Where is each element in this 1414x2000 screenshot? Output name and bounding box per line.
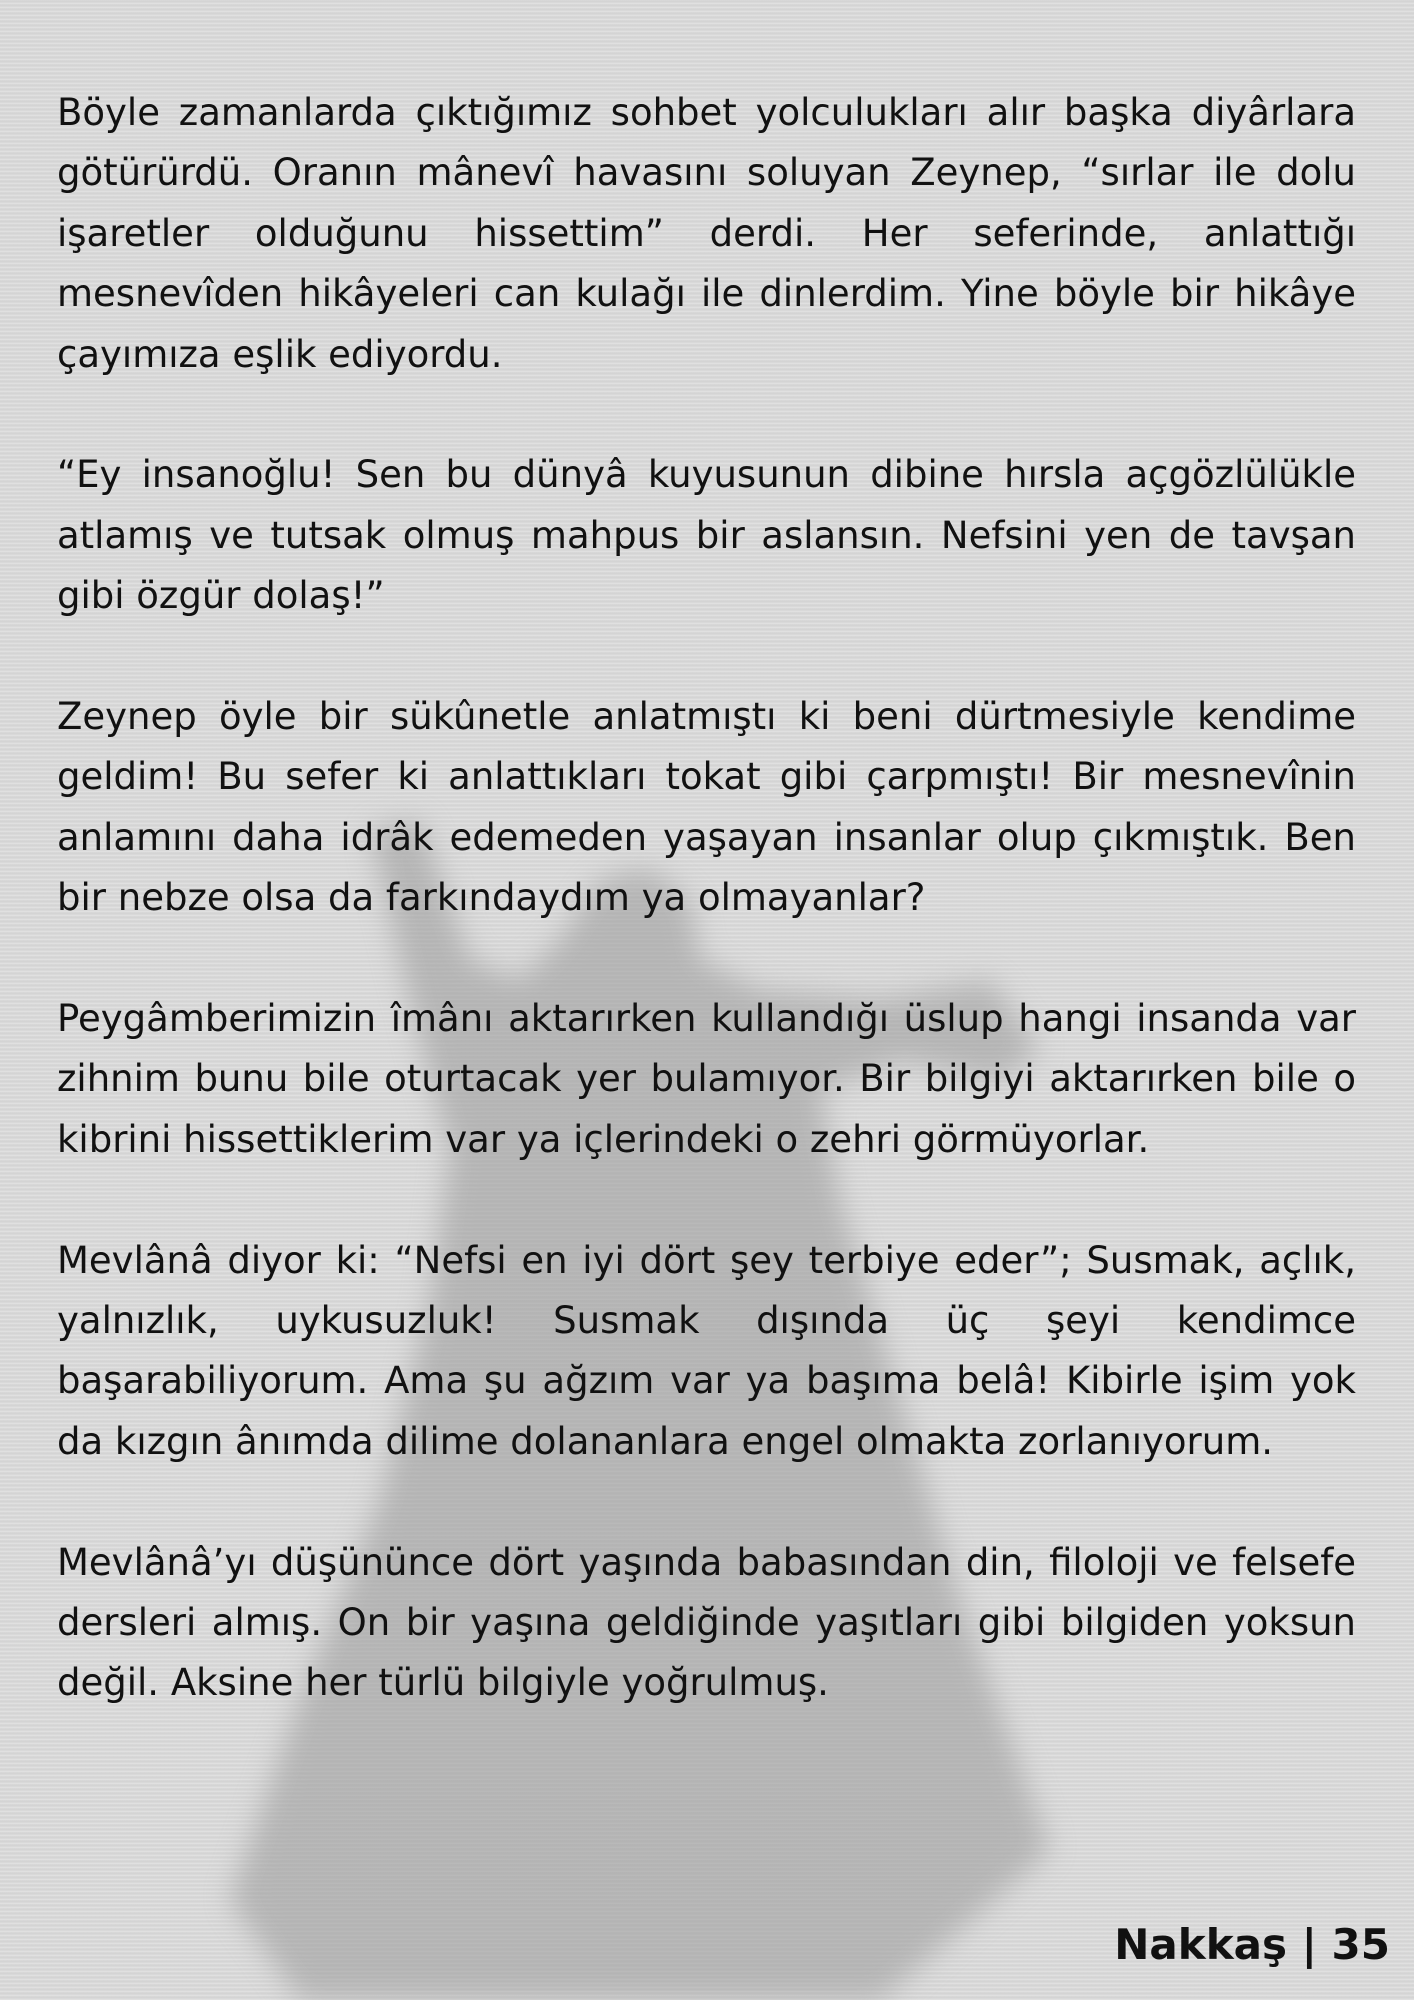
paragraph: Peygâmberimizin îmânı aktarırken kullandığı üslup hangi insanda var zihnim bunu bile oturtacak yer bulamıyor. Bir bilgiyi aktarırken bile o kibrini hissettiklerim var ya içlerindeki o zehri görmüyorlar. xyxy=(57,997,1356,1161)
page-footer: Nakkaş | 35 xyxy=(1114,1920,1390,1969)
body-text xyxy=(57,83,1356,1774)
paragraph: Böyle zamanlarda çıktığımız sohbet yolculukları alır başka diyârlara götürürdü. Oranın mânevî havasını soluyan Zeynep, “sırlar ile dolu işaretler olduğunu hissettim” derdi. Her seferinde, anlattığı mesnevîden hikâyeleri can kulağı ile dinlerdim. Yine böyle bir hikâye çayımıza eşlik ediyordu. xyxy=(57,91,1356,376)
paragraph: Zeynep öyle bir sükûnetle anlatmıştı ki beni dürtmesiyle kendime geldim! Bu sefer ki anlattıkları tokat gibi çarpmıştı! Bir mesnevînin anlamını daha idrâk edemeden yaşayan insanlar olup çıkmıştık. Ben bir nebze olsa da farkındaydım ya olmayanlar? xyxy=(57,695,1356,920)
paragraph: Mevlânâ diyor ki: “Nefsi en iyi dört şey terbiye eder”; Susmak, açlık, yalnızlık, uykusuzluk! Susmak dışında üç şeyi kendimce başarabiliyorum. Ama şu ağzım var ya başıma belâ! Kibirle işim yok da kızgın ânımda dilime dolananlara engel olmakta zorlanıyorum. xyxy=(57,1238,1356,1463)
paragraph: “Ey insanoğlu! Sen bu dünyâ kuyusunun dibine hırsla açgözlülükle atlamış ve tutsak olmuş mahpus bir aslansın. Nefsini yen de tavşan gibi özgür dolaş!” xyxy=(57,453,1356,618)
paragraph: Mevlânâ’yı düşününce dört yaşında babasından din, filoloji ve felsefe dersleri almış. On bir yaşına geldiğinde yaşıtları gibi bilgiden yoksun değil. Aksine her türlü bilgiyle yoğrulmuş. xyxy=(57,1540,1356,1705)
